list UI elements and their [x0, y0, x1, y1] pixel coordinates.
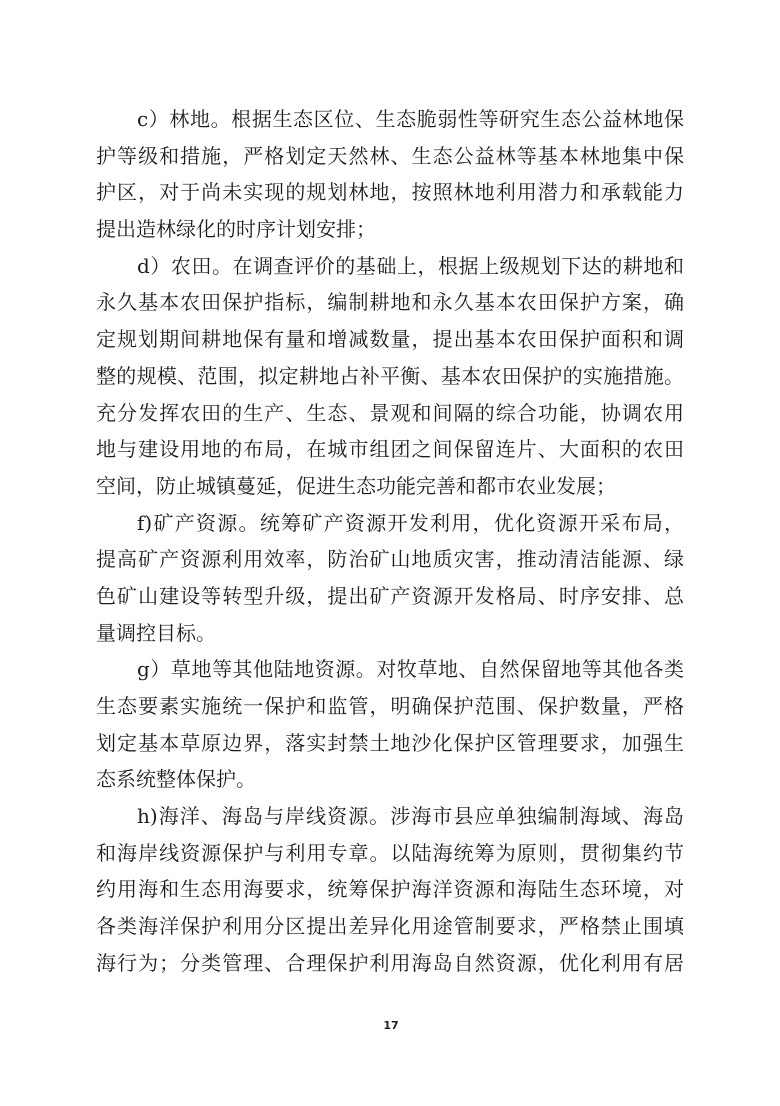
text-line: 约用海和生态用海要求，统筹保护海洋资源和海陆生态环境，对 [96, 877, 684, 902]
text-line: 地与建设用地的布局，在城市组团之间保留连片、大面积的农田 [96, 437, 684, 462]
text-line: 护区，对于尚未实现的规划林地，按照林地利用潜力和承载能力 [96, 180, 684, 205]
text-line: 和海岸线资源保护与利用专章。以陆海统筹为原则，贯彻集约节 [96, 840, 684, 865]
text-line: 充分发挥农田的生产、生态、景观和间隔的综合功能，协调农用 [96, 400, 684, 425]
paragraph-mineral-resources [96, 505, 684, 652]
text-line: 提出造林绿化的时序计划安排； [96, 217, 376, 242]
text-line: 态系统整体保护。 [96, 767, 256, 792]
text-line: 空间，防止城镇蔓延，促进生态功能完善和都市农业发展； [96, 473, 616, 498]
text-line: f)矿产资源。统筹矿产资源开发利用，优化资源开采布局， [137, 510, 684, 535]
paragraph-grassland [96, 651, 684, 798]
text-line: 永久基本农田保护指标，编制耕地和永久基本农田保护方案，确 [96, 290, 684, 315]
text-line: 色矿山建设等转型升级，提出矿产资源开发格局、时序安排、总 [96, 583, 684, 608]
text-line: d）农田。在调查评价的基础上，根据上级规划下达的耕地和 [137, 253, 684, 278]
text-line: 提高矿产资源利用效率，防治矿山地质灾害，推动清洁能源、绿 [96, 547, 684, 572]
text-line: 护等级和措施，严格划定天然林、生态公益林等基本林地集中保 [96, 143, 684, 168]
text-line: g）草地等其他陆地资源。对牧草地、自然保留地等其他各类 [137, 657, 684, 682]
text-line: 量调控目标。 [96, 620, 216, 645]
paragraph-marine-resources [96, 798, 684, 981]
text-line: 定规划期间耕地保有量和增减数量，提出基本农田保护面积和调 [96, 327, 684, 352]
text-line: 生态要素实施统一保护和监管，明确保护范围、保护数量，严格 [96, 694, 684, 718]
text-line: 整的规模、范围，拟定耕地占补平衡、基本农田保护的实施措施。 [96, 363, 684, 388]
paragraph-forest-land [96, 101, 684, 248]
text-line: 各类海洋保护利用分区提出差异化用途管制要求，严格禁止围填 [96, 914, 684, 939]
text-line: 海行为；分类管理、合理保护利用海岛自然资源，优化利用有居 [96, 950, 684, 975]
text-line: h)海洋、海岛与岸线资源。涉海市县应单独编制海域、海岛 [137, 804, 684, 829]
body-text [96, 101, 684, 982]
page-number: 17 [383, 1019, 399, 1032]
paragraph-farmland [96, 248, 684, 505]
text-line: 划定基本草原边界，落实封禁土地沙化保护区管理要求，加强生 [96, 730, 684, 755]
text-line: c）林地。根据生态区位、生态脆弱性等研究生态公益林地保 [137, 107, 684, 131]
